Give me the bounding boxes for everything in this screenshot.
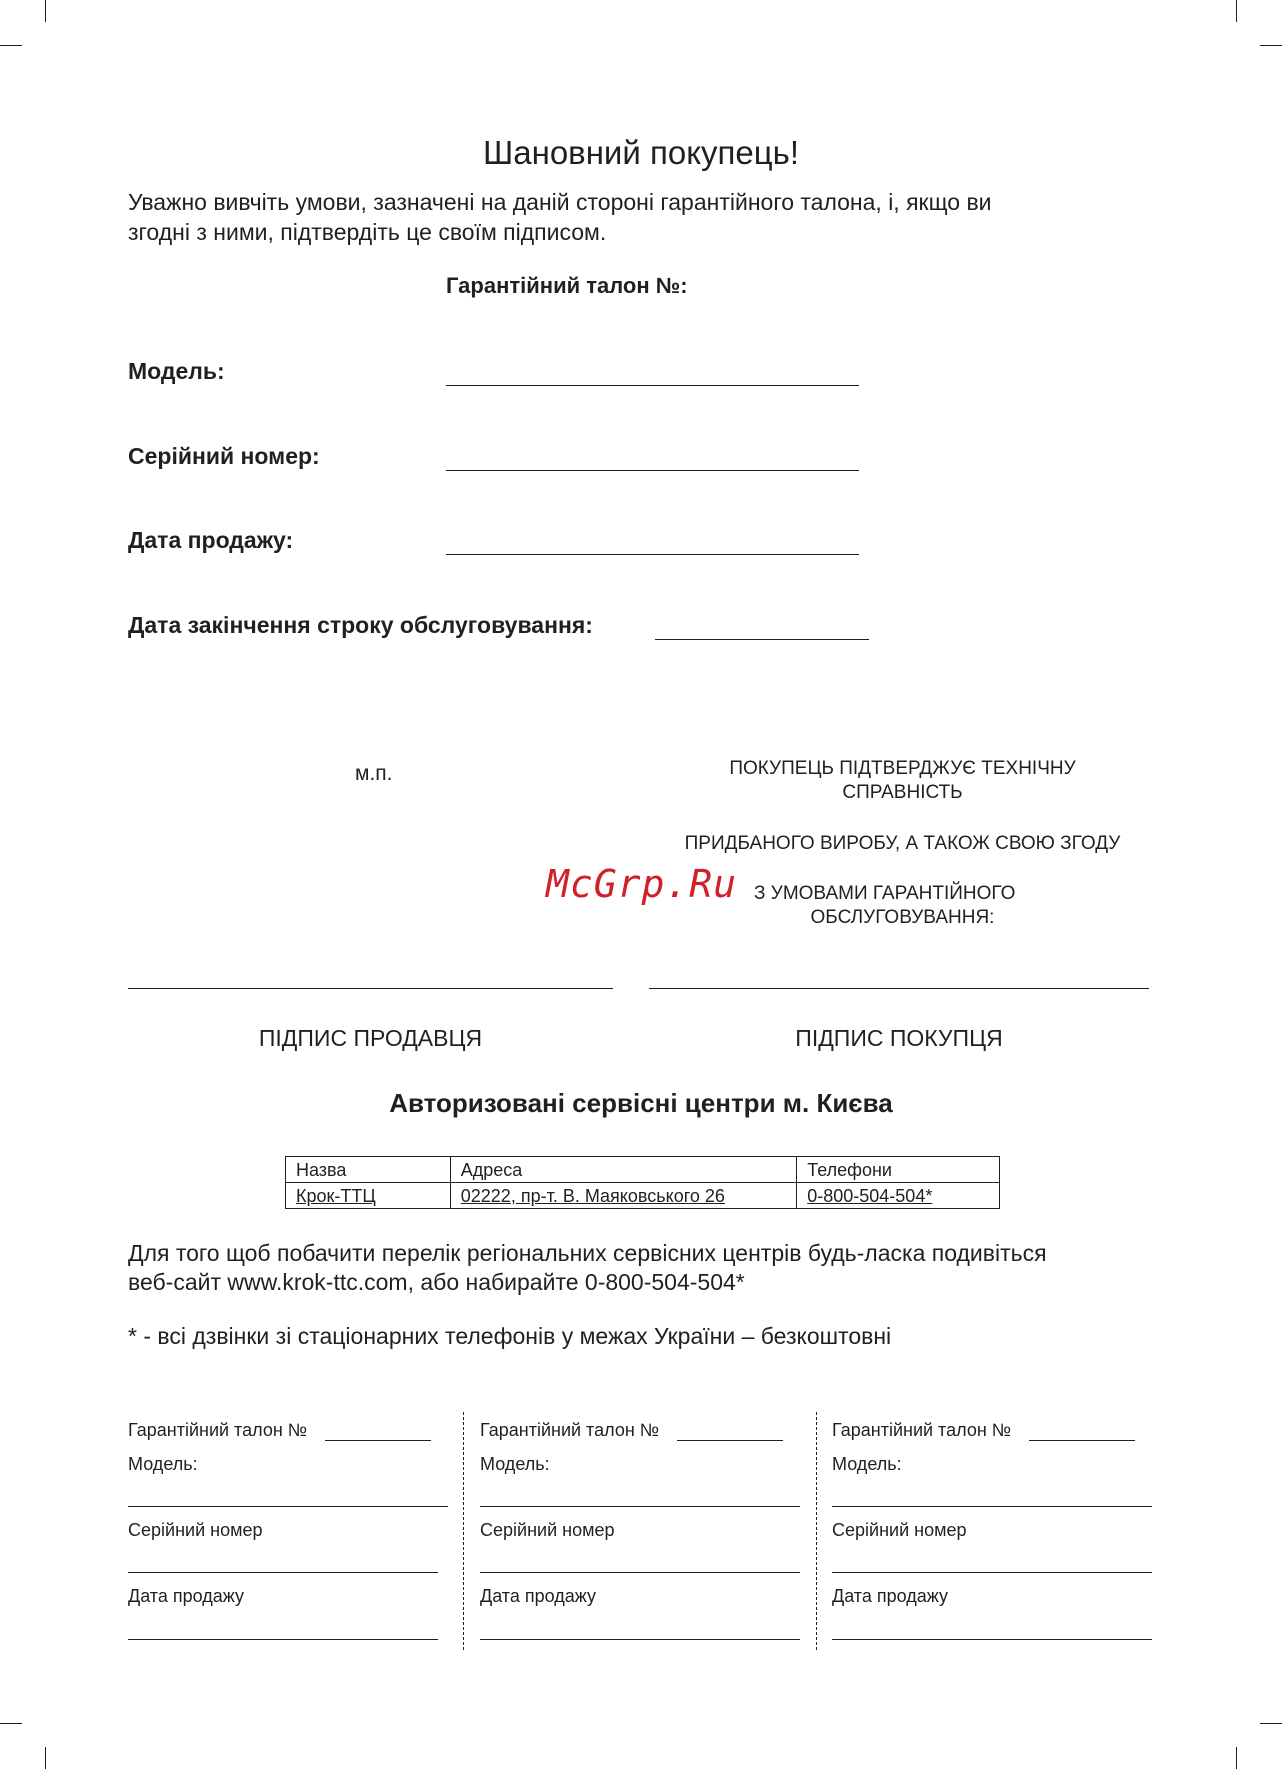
crop-mark (1236, 0, 1237, 22)
cut-line (816, 1412, 817, 1650)
intro-text-line-2: згодні з ними, підтвердіть це своїм підписом. (128, 219, 607, 245)
regional-text-line-1: Для того щоб побачити перелік регіональних сервісних центрів будь-ласка подивіться (128, 1240, 1047, 1266)
confirmation-line-3: ПРИДБАНОГО ВИРОБУ, А ТАКОЖ СВОЮ ЗГОДУ (684, 833, 1121, 854)
service-end-field[interactable] (655, 615, 869, 640)
coupon-date-field[interactable] (480, 1621, 800, 1640)
coupon-serial-field[interactable] (832, 1554, 1152, 1573)
coupon-number-label: Гарантійний талон № (832, 1420, 1012, 1440)
confirmation-line-4: З УМОВАМИ ГАРАНТІЙНОГО (754, 883, 1016, 904)
coupon-serial-field[interactable] (128, 1554, 438, 1573)
regional-text-line-2: веб-сайт www.krok-ttc.com, або набирайте 0-800-504-504* (128, 1269, 745, 1295)
buyer-signature-line[interactable] (649, 968, 1149, 989)
coupon-number-field[interactable] (677, 1418, 783, 1441)
footnote: * - всі дзвінки зі стаціонарних телефонів у межах України – безкоштовні (128, 1323, 892, 1349)
crop-mark (1260, 45, 1282, 46)
coupon-model-field[interactable] (128, 1488, 448, 1507)
service-end-label: Дата закінчення строку обслуговування: (128, 612, 593, 638)
page-title: Шановний покупець! (483, 134, 799, 171)
model-field[interactable] (446, 361, 859, 386)
buyer-signature-label: ПІДПИС ПОКУПЦЯ (795, 1025, 1003, 1051)
coupon-number-label: Гарантійний талон № (480, 1420, 660, 1440)
coupon-date-label: Дата продажу (480, 1586, 596, 1606)
coupon-serial-label: Серійний номер (128, 1520, 263, 1540)
seller-signature-label: ПІДПИС ПРОДАВЦЯ (258, 1025, 483, 1051)
confirmation-line-1: ПОКУПЕЦЬ ПІДТВЕРДЖУЄ ТЕХНІЧНУ (729, 758, 1076, 779)
table-header-cell: Телефони (797, 1157, 1000, 1183)
serial-label: Серійний номер: (128, 443, 320, 469)
coupon-3 (832, 1418, 1152, 1648)
coupon-date-field[interactable] (128, 1621, 438, 1640)
confirmation-line-2: СПРАВНІСТЬ (842, 782, 963, 803)
table-header-cell: Адреса (450, 1157, 796, 1183)
warranty-number-label: Гарантійний талон №: (446, 273, 688, 298)
stamp-place-label: м.п. (355, 762, 393, 785)
coupon-number-field[interactable] (325, 1418, 431, 1441)
model-label: Модель: (128, 358, 225, 384)
coupon-serial-label: Серійний номер (832, 1520, 967, 1540)
crop-mark (0, 1723, 22, 1724)
coupon-1 (128, 1418, 448, 1648)
service-center-phone-link[interactable]: 0-800-504-504* (807, 1185, 933, 1206)
sale-date-field[interactable] (446, 530, 859, 555)
service-centers-table (285, 1156, 1000, 1209)
coupon-number-label: Гарантійний талон № (128, 1420, 308, 1440)
watermark-logo: McGrp.Ru (546, 862, 738, 906)
coupon-model-label: Модель: (128, 1454, 198, 1474)
crop-mark (1236, 1747, 1237, 1769)
table-header-cell: Назва (286, 1157, 451, 1183)
coupon-date-field[interactable] (832, 1621, 1152, 1640)
crop-mark (1260, 1723, 1282, 1724)
coupon-serial-field[interactable] (480, 1554, 800, 1573)
service-center-address-link[interactable]: 02222, пр-т. В. Маяковського 26 (460, 1185, 725, 1206)
sale-date-label: Дата продажу: (128, 527, 294, 553)
service-center-name-link[interactable]: Крок-ТТЦ (296, 1185, 376, 1206)
intro-text-line-1: Уважно вивчіть умови, зазначені на даній стороні гарантійного талона, і, якщо ви (128, 189, 992, 215)
confirmation-line-5: ОБСЛУГОВУВАННЯ: (810, 907, 995, 928)
coupon-model-label: Модель: (480, 1454, 550, 1474)
coupon-serial-label: Серійний номер (480, 1520, 615, 1540)
coupon-2 (480, 1418, 800, 1648)
table-row (286, 1183, 1000, 1209)
coupon-date-label: Дата продажу (832, 1586, 948, 1606)
coupon-number-field[interactable] (1029, 1418, 1135, 1441)
service-centers-title: Авторизовані сервісні центри м. Києва (389, 1088, 893, 1118)
serial-field[interactable] (446, 446, 859, 471)
cut-line (463, 1412, 464, 1650)
crop-mark (45, 0, 46, 22)
coupon-model-field[interactable] (832, 1488, 1152, 1507)
seller-signature-line[interactable] (128, 968, 613, 989)
coupon-model-field[interactable] (480, 1488, 800, 1507)
crop-mark (45, 1747, 46, 1769)
coupon-date-label: Дата продажу (128, 1586, 244, 1606)
coupon-model-label: Модель: (832, 1454, 902, 1474)
table-header-row (286, 1157, 1000, 1183)
crop-mark (0, 45, 22, 46)
